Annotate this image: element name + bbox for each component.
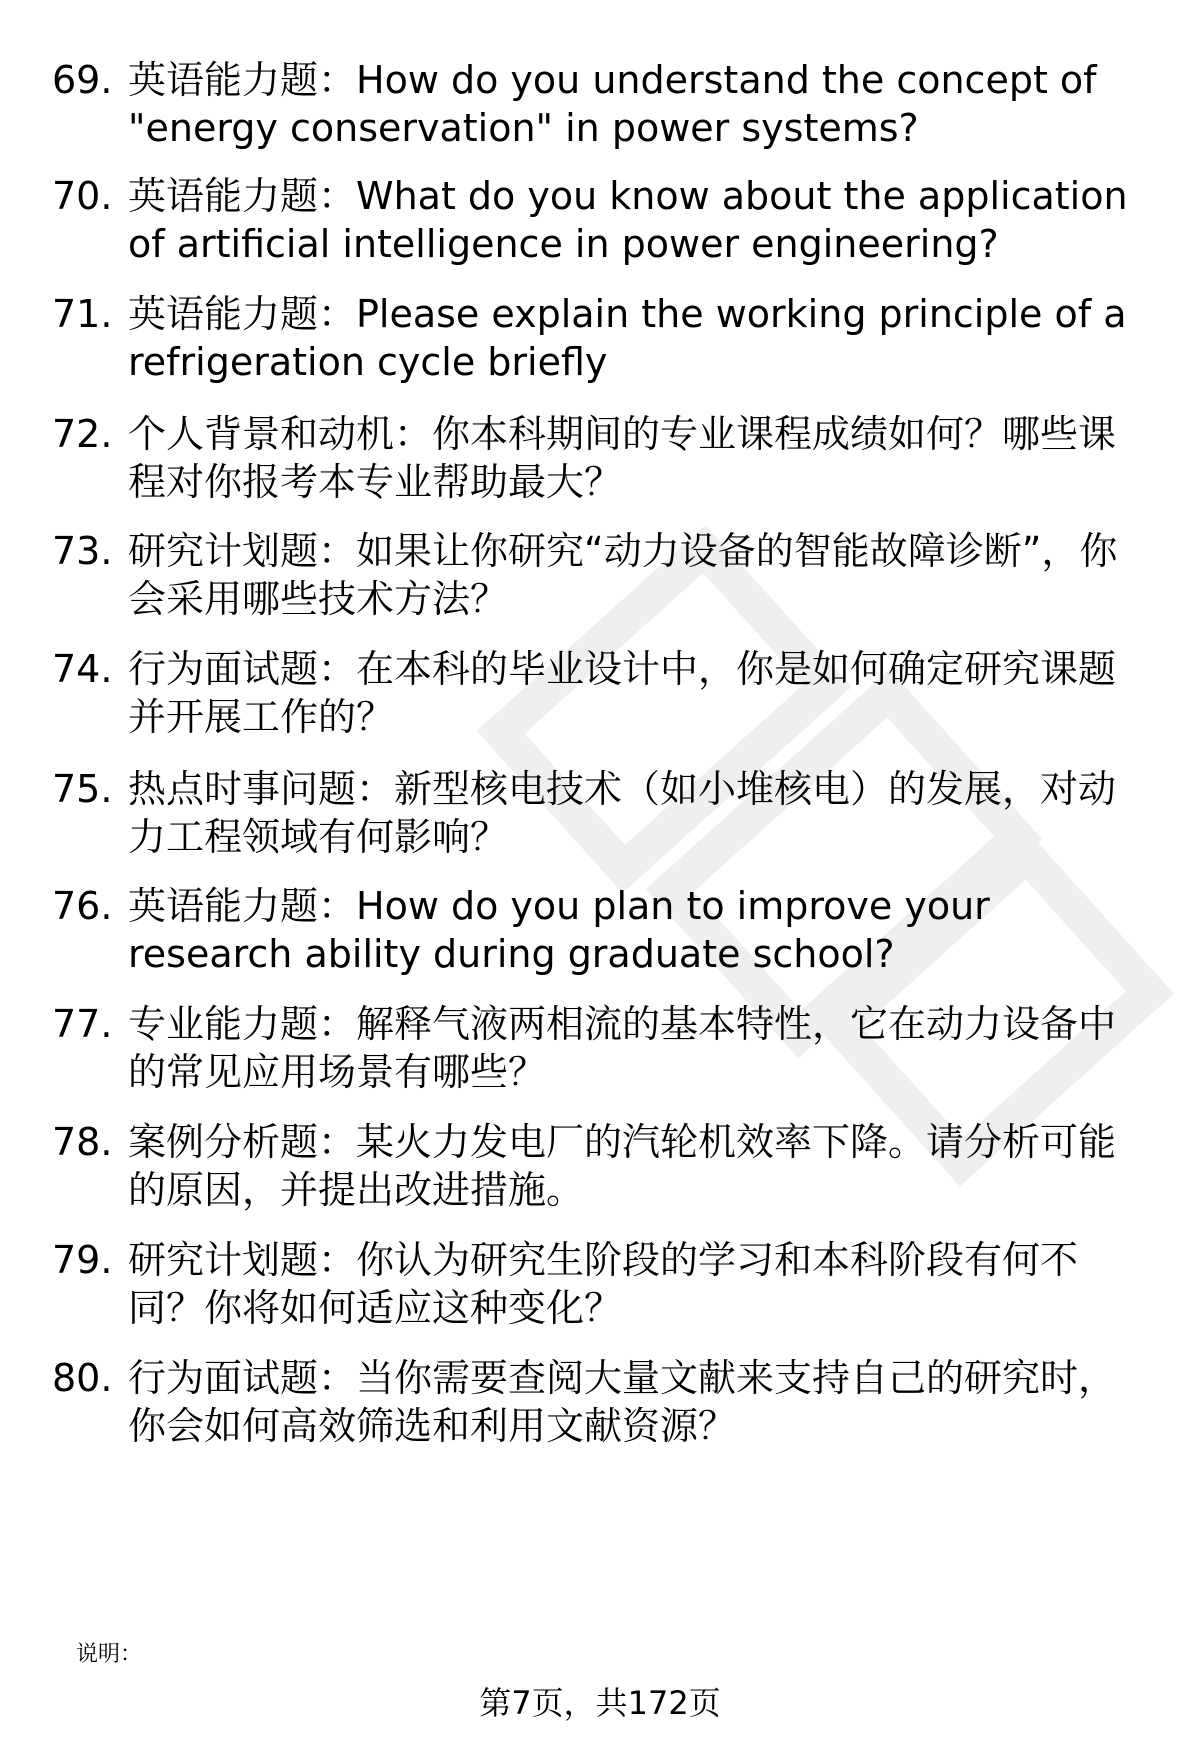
question-text: 研究计划题：你认为研究生阶段的学习和本科阶段有何不同？你将如何适应这种变化？: [128, 1238, 1079, 1330]
question-text: 行为面试题：当你需要查阅大量文献来支持自己的研究时，你会如何高效筛选和利用文献资源？: [128, 1356, 1117, 1448]
question-text: 英语能力题：Please explain the working principle of a refrigeration cycle briefly: [128, 292, 1127, 384]
question-number: 74.: [52, 647, 113, 691]
question-text: 英语能力题：How do you plan to improve your research ability during graduate school?: [128, 884, 990, 976]
question-number: 76.: [52, 884, 113, 928]
question-text: 行为面试题：在本科的毕业设计中，你是如何确定研究课题并开展工作的？: [128, 647, 1117, 739]
note-label: 说明：: [76, 1642, 143, 1667]
question-number: 71.: [52, 292, 113, 336]
question-number: 78.: [52, 1120, 113, 1164]
question-text: 英语能力题：How do you understand the concept of "energy conservation" in power systems?: [128, 58, 1097, 150]
question-item-71: [52, 290, 1152, 386]
question-number: 77.: [52, 1002, 113, 1046]
question-text: 个人背景和动机：你本科期间的专业课程成绩如何？哪些课程对你报考本专业帮助最大？: [128, 412, 1117, 504]
question-item-77: [52, 1000, 1152, 1096]
question-number: 70.: [52, 174, 113, 218]
question-item-74: [52, 645, 1152, 741]
question-item-80: [52, 1354, 1152, 1450]
page-footer: 第7页，共172页: [479, 1684, 721, 1722]
question-text: 热点时事问题：新型核电技术（如小堆核电）的发展，对动力工程领域有何影响？: [128, 767, 1117, 859]
question-number: 75.: [52, 767, 113, 811]
question-item-76: [52, 882, 1152, 978]
question-number: 80.: [52, 1356, 113, 1400]
question-number: 73.: [52, 529, 113, 573]
question-number: 72.: [52, 412, 113, 456]
question-item-69: [52, 56, 1152, 152]
question-text: 案例分析题：某火力发电厂的汽轮机效率下降。请分析可能的原因，并提出改进措施。: [128, 1120, 1117, 1212]
question-text: 英语能力题：What do you know about the application of artificial intelligence in power engineering?: [128, 174, 1128, 266]
question-item-70: [52, 172, 1152, 268]
question-item-79: [52, 1236, 1152, 1332]
question-item-73: [52, 527, 1152, 623]
question-text: 研究计划题：如果让你研究“动力设备的智能故障诊断”，你会采用哪些技术方法？: [128, 529, 1118, 621]
question-number: 79.: [52, 1238, 113, 1282]
question-item-75: [52, 765, 1152, 861]
question-number: 69.: [52, 58, 113, 102]
question-text: 专业能力题：解释气液两相流的基本特性，它在动力设备中的常见应用场景有哪些？: [128, 1002, 1117, 1094]
question-item-78: [52, 1118, 1152, 1214]
question-item-72: [52, 410, 1152, 506]
